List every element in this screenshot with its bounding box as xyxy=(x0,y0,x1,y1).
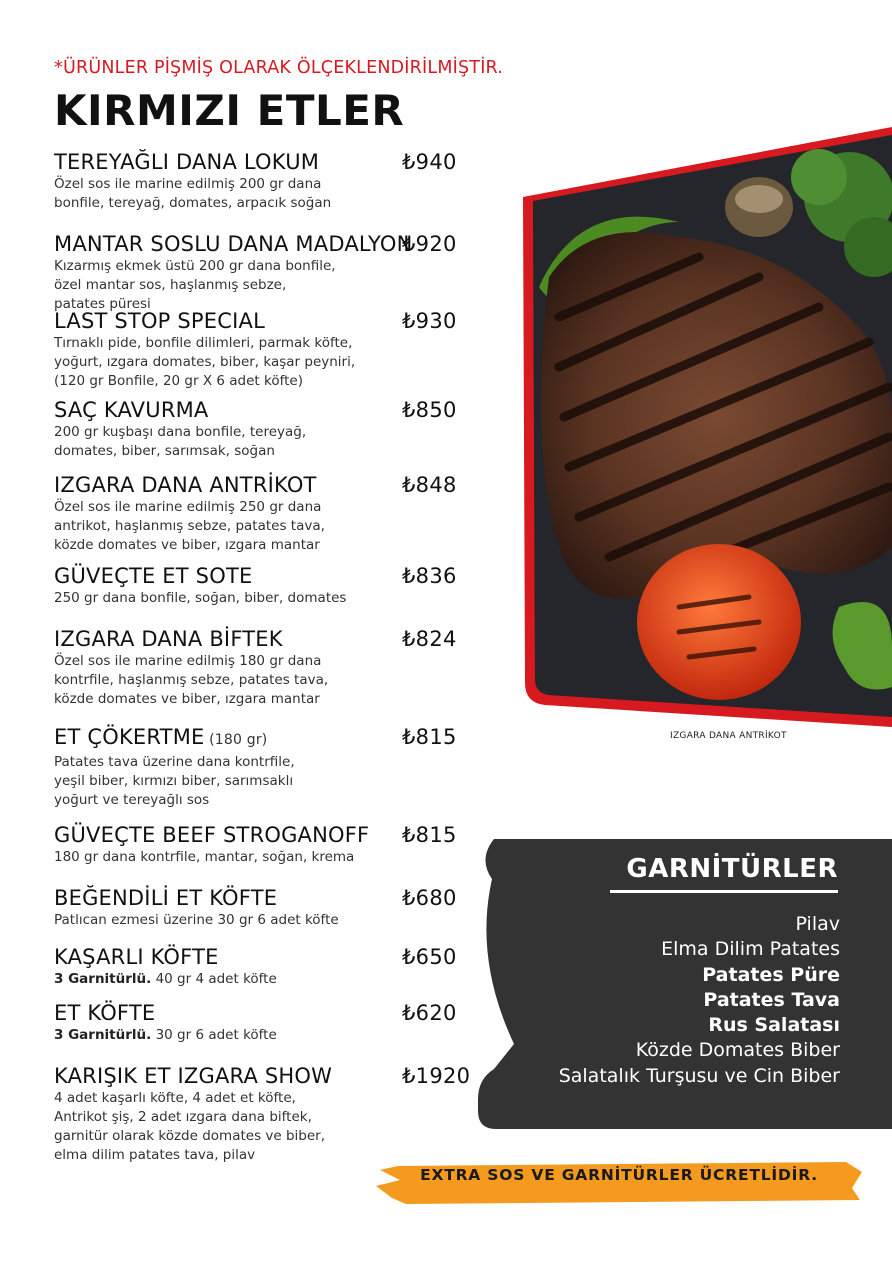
description-line xyxy=(54,194,474,213)
menu-item-price: ₺920 xyxy=(402,232,457,256)
garnish-item: Pilav xyxy=(795,913,840,935)
menu-item-price: ₺1920 xyxy=(402,1064,471,1088)
menu-item xyxy=(54,1064,474,1165)
description-line xyxy=(54,848,474,867)
garnish-title-underline xyxy=(610,890,838,893)
description-line xyxy=(54,753,474,772)
description-line xyxy=(54,372,474,391)
menu-item-name-text: TEREYAĞLI DANA LOKUM xyxy=(54,150,320,174)
description-line xyxy=(54,334,474,353)
description-text: özel mantar sos, haşlanmış sebze, xyxy=(54,277,287,293)
description-text: Patlıcan ezmesi üzerine 30 gr 6 adet köfte xyxy=(54,912,339,928)
description-line xyxy=(54,1089,474,1108)
menu-item-description xyxy=(54,652,474,709)
description-line xyxy=(54,1026,474,1045)
description-line xyxy=(54,423,474,442)
menu-item-description xyxy=(54,970,474,989)
description-line xyxy=(54,1127,474,1146)
description-text: 250 gr dana bonfile, soğan, biber, domates xyxy=(54,590,347,606)
menu-item-name-text: BEĞENDİLİ ET KÖFTE xyxy=(54,886,278,910)
description-line xyxy=(54,970,474,989)
menu-item xyxy=(54,398,474,461)
menu-item-description xyxy=(54,911,474,930)
menu-item-name-text: LAST STOP SPECIAL xyxy=(54,309,265,333)
description-text: Özel sos ile marine edilmiş 200 gr dana xyxy=(54,176,322,192)
description-text: (120 gr Bonfile, 20 gr X 6 adet köfte) xyxy=(54,373,303,389)
description-line xyxy=(54,257,474,276)
description-line xyxy=(54,536,474,555)
description-line xyxy=(54,911,474,930)
menu-item xyxy=(54,309,474,391)
description-text: 4 adet kaşarlı köfte, 4 adet et köfte, xyxy=(54,1090,296,1106)
description-text: bonfile, tereyağ, domates, arpacık soğan xyxy=(54,195,332,211)
menu-item-description xyxy=(54,175,474,213)
description-text: közde domates ve biber, ızgara mantar xyxy=(54,537,320,553)
description-text: Özel sos ile marine edilmiş 180 gr dana xyxy=(54,653,322,669)
description-line xyxy=(54,791,474,810)
menu-item xyxy=(54,232,474,314)
menu-item-name-text: SAÇ KAVURMA xyxy=(54,398,209,422)
description-text: yoğurt, ızgara domates, biber, kaşar peyniri, xyxy=(54,354,356,370)
description-text: 180 gr dana kontrfile, mantar, soğan, krema xyxy=(54,849,355,865)
menu-item-description xyxy=(54,589,474,608)
menu-item xyxy=(54,886,474,930)
menu-item-description xyxy=(54,1089,474,1165)
menu-item xyxy=(54,473,474,555)
menu-item xyxy=(54,823,474,867)
menu-item-portion: (180 gr) xyxy=(204,732,268,748)
description-text: 30 gr 6 adet köfte xyxy=(151,1027,277,1043)
menu-item-name-text: GÜVEÇTE ET SOTE xyxy=(54,564,253,588)
description-text: Antrikot şiş, 2 adet ızgara dana biftek, xyxy=(54,1109,312,1125)
menu-item-price: ₺940 xyxy=(402,150,457,174)
description-text: elma dilim patates tava, pilav xyxy=(54,1147,256,1163)
menu-item-name-text: KARIŞIK ET IZGARA SHOW xyxy=(54,1064,333,1088)
description-text: Tırnaklı pide, bonfile dilimleri, parmak köfte, xyxy=(54,335,353,351)
menu-item-name-text: KAŞARLI KÖFTE xyxy=(54,945,219,969)
description-line xyxy=(54,498,474,517)
description-text: kontrfile, haşlanmış sebze, patates tava, xyxy=(54,672,329,688)
description-line xyxy=(54,1108,474,1127)
menu-item-name-text: ET KÖFTE xyxy=(54,1001,156,1025)
grilled-steak-image xyxy=(519,127,892,727)
menu-item-price: ₺930 xyxy=(402,309,457,333)
section-title: KIRMIZI ETLER xyxy=(54,86,405,135)
description-text: yoğurt ve tereyağlı sos xyxy=(54,792,210,808)
menu-item-price: ₺836 xyxy=(402,564,457,588)
description-text: közde domates ve biber, ızgara mantar xyxy=(54,691,320,707)
description-line xyxy=(54,442,474,461)
menu-item-name-text: ET ÇÖKERTME xyxy=(54,725,205,749)
garnish-item: Patates Püre xyxy=(702,963,840,986)
garnish-count-label: 3 Garnitürlü. xyxy=(54,1027,152,1043)
description-text: garnitür olarak közde domates ve biber, xyxy=(54,1128,326,1144)
menu-item-price: ₺680 xyxy=(402,886,457,910)
menu-item-price: ₺815 xyxy=(402,725,457,749)
menu-item-price: ₺850 xyxy=(402,398,457,422)
description-text: domates, biber, sarımsak, soğan xyxy=(54,443,275,459)
menu-item-description xyxy=(54,423,474,461)
menu-item xyxy=(54,564,474,608)
description-text: antrikot, haşlanmış sebze, patates tava, xyxy=(54,518,325,534)
garnish-item: Rus Salatası xyxy=(708,1014,840,1037)
description-text: 200 gr kuşbaşı dana bonfile, tereyağ, xyxy=(54,424,307,440)
menu-item-price: ₺815 xyxy=(402,823,457,847)
photo-caption: IZGARA DANA ANTRİKOT xyxy=(670,731,787,741)
menu-item xyxy=(54,1001,474,1045)
description-line xyxy=(54,353,474,372)
extra-charge-notice: EXTRA SOS VE GARNİTÜRLER ÜCRETLİDİR. xyxy=(420,1166,818,1184)
description-text: Özel sos ile marine edilmiş 250 gr dana xyxy=(54,499,322,515)
food-photo xyxy=(519,127,892,727)
menu-item-description xyxy=(54,257,474,314)
menu-item-description xyxy=(54,753,474,810)
description-text: yeşil biber, kırmızı biber, sarımsaklı xyxy=(54,773,294,789)
menu-item-price: ₺848 xyxy=(402,473,457,497)
menu-item-price: ₺824 xyxy=(402,627,457,651)
garnish-item: Közde Domates Biber xyxy=(635,1039,840,1062)
menu-item xyxy=(54,725,474,810)
menu-item xyxy=(54,150,474,213)
description-text: 40 gr 4 adet köfte xyxy=(151,971,277,987)
menu-item-name-text: IZGARA DANA ANTRİKOT xyxy=(54,473,317,497)
menu-item-description xyxy=(54,498,474,555)
menu-item-name-text: IZGARA DANA BİFTEK xyxy=(54,627,283,651)
garnish-count-label: 3 Garnitürlü. xyxy=(54,971,152,987)
description-line xyxy=(54,690,474,709)
description-line xyxy=(54,175,474,194)
description-line xyxy=(54,671,474,690)
menu-item xyxy=(54,627,474,709)
menu-item-price: ₺650 xyxy=(402,945,457,969)
description-line xyxy=(54,652,474,671)
menu-item-description xyxy=(54,334,474,391)
cooked-weight-notice: *ÜRÜNLER PİŞMİŞ OLARAK ÖLÇEKLENDİRİLMİŞTİR. xyxy=(54,58,504,78)
menu-item-name-text: MANTAR SOSLU DANA MADALYON xyxy=(54,232,413,256)
description-text: patates püresi xyxy=(54,296,151,312)
menu-item-name-text: GÜVEÇTE BEEF STROGANOFF xyxy=(54,823,370,847)
description-text: Patates tava üzerine dana kontrfile, xyxy=(54,754,295,770)
menu-item xyxy=(54,945,474,989)
menu-item-description xyxy=(54,1026,474,1045)
garnish-item: Patates Tava xyxy=(703,988,840,1011)
menu-item-description xyxy=(54,848,474,867)
description-line xyxy=(54,276,474,295)
description-line xyxy=(54,772,474,791)
garnish-title: GARNİTÜRLER xyxy=(626,854,838,884)
menu-item-price: ₺620 xyxy=(402,1001,457,1025)
garnish-list xyxy=(559,912,840,1089)
description-line xyxy=(54,589,474,608)
garnish-item: Salatalık Turşusu ve Cin Biber xyxy=(558,1064,840,1087)
description-text: Kızarmış ekmek üstü 200 gr dana bonfile, xyxy=(54,258,336,274)
garnish-item: Elma Dilim Patates xyxy=(661,938,840,961)
description-line xyxy=(54,517,474,536)
